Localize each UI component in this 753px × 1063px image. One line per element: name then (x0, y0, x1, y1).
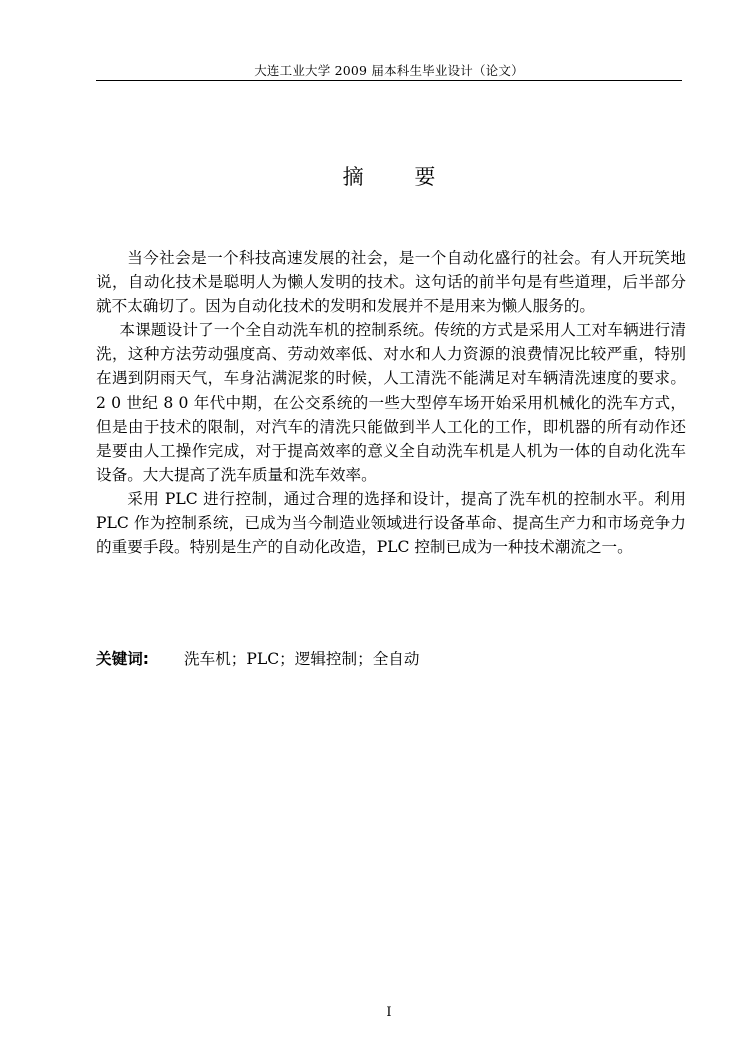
abstract-title: 摘 要 (342, 165, 458, 189)
keywords-label: 关键词: (96, 650, 150, 668)
abstract-body (96, 246, 686, 559)
running-header: 大连工业大学 2009 届本科生毕业设计（论文） (254, 63, 524, 78)
abstract-paragraph-2: 本课题设计了一个全自动洗车机的控制系统。传统的方式是采用人工对车辆进行清洗，这种方法劳动强度高、劳动效率低、对水和人力资源的浪费情况比较严重，特别在遇到阴雨天气，车身沾满泥浆的时候，人工清洗不能满足对车辆清洗速度的要求。 2 0 世纪 8 0 年代中期，在公交系统的一些大型停车场开始采用机械化的洗车方式，但是由于技术的限制，对汽车的清洗只能做到半人工化的工作，即机器的所有动作还是要由人工操作完成，对于提高效率的意义全自动洗车机是人机为一体的自动化洗车设备。大大提高了洗车质量和洗车效率。 (96, 321, 686, 484)
keywords-line (96, 648, 682, 670)
abstract-paragraph-1: 当今社会是一个科技高速发展的社会，是一个自动化盛行的社会。有人开玩笑地说，自动化技术是聪明人为懒人发明的技术。这句话的前半句是有些道理，后半部分就不太确切了。因为自动化技术的发明和发展并不是用来为懒人服务的。 (96, 249, 686, 316)
keywords-value: 洗车机；PLC；逻辑控制；全自动 (184, 650, 420, 668)
header-divider (96, 80, 682, 81)
page-number: I (386, 1005, 392, 1020)
abstract-paragraph-3: 采用 PLC 进行控制，通过合理的选择和设计，提高了洗车机的控制水平。利用 PLC 作为控制系统，已成为当今制造业领域进行设备革命、提高生产力和市场竞争力的重要手段。特别是生产的自动化改造，PLC 控制已成为一种技术潮流之一。 (96, 489, 686, 557)
